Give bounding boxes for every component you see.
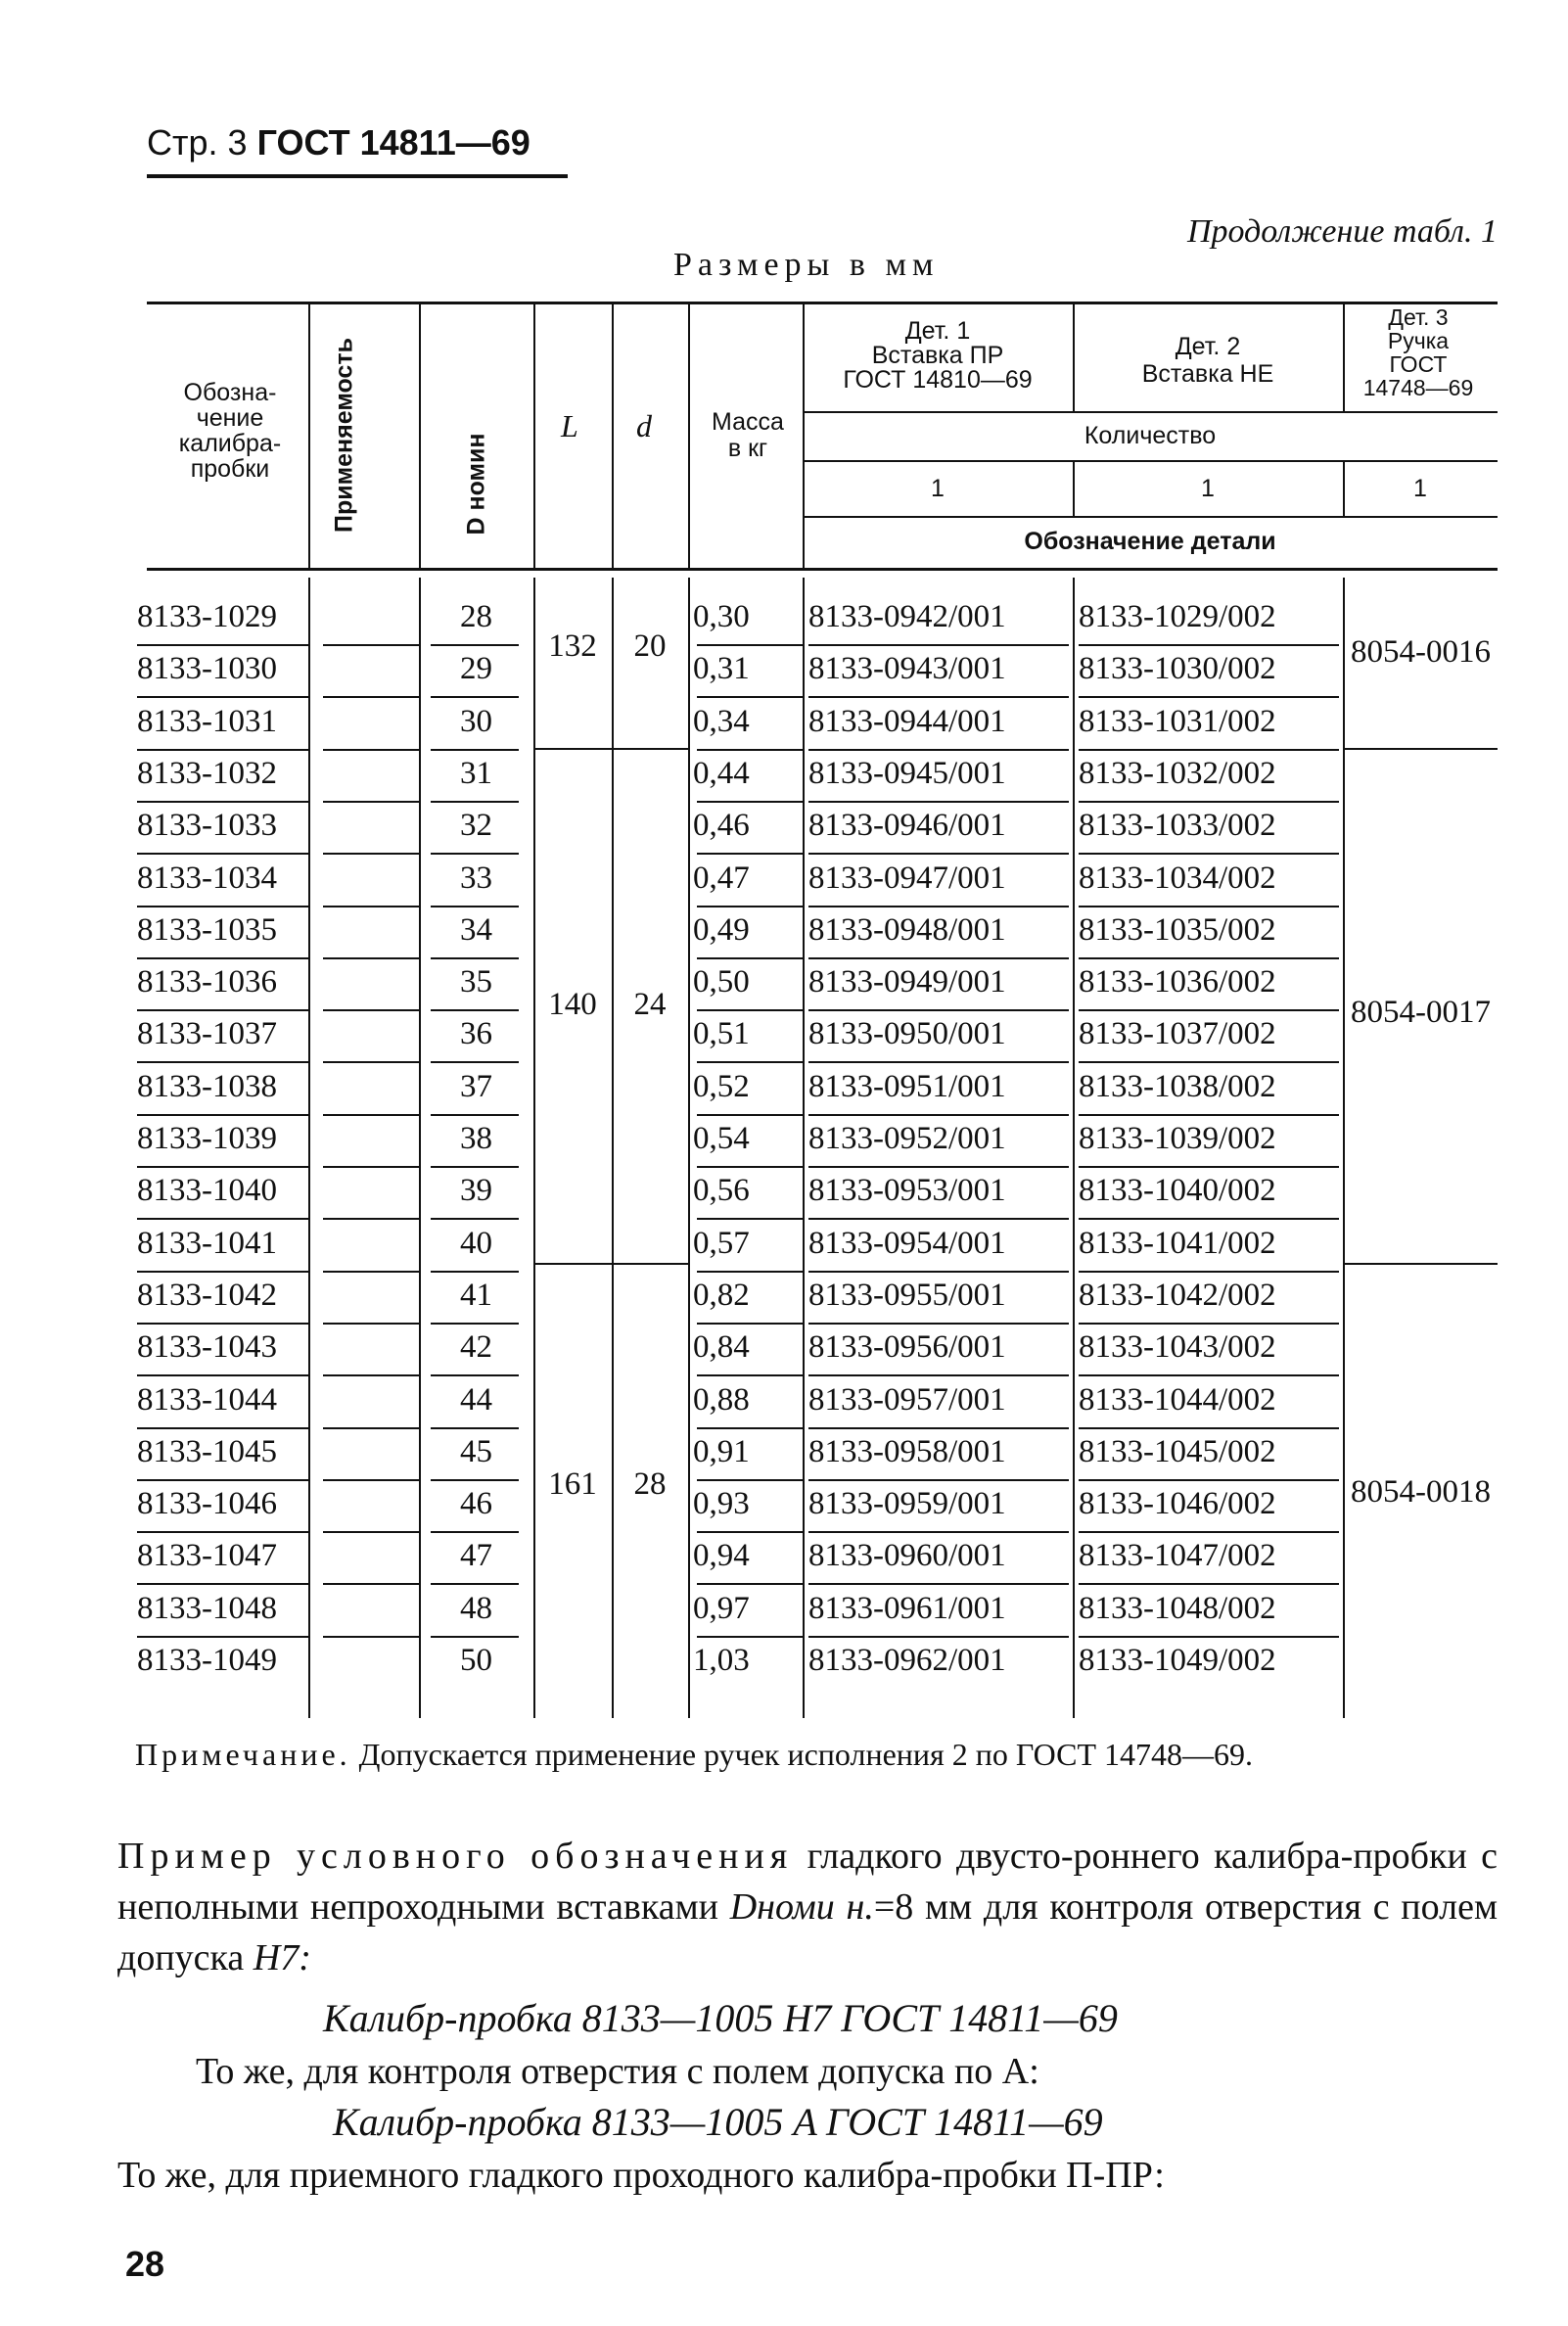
- row-rule: [431, 696, 519, 698]
- row-rule: [137, 1061, 308, 1063]
- row-rule: [1079, 644, 1339, 646]
- row-rule: [808, 1479, 1069, 1481]
- row-part2: 8133-1036/002: [1079, 964, 1276, 1000]
- group-d: 28: [633, 1466, 667, 1502]
- group-rule: [533, 1263, 688, 1265]
- row-rule: [137, 1323, 308, 1325]
- row-rule: [431, 1166, 519, 1168]
- row-designation: 8133-1042: [137, 1278, 277, 1313]
- row-rule: [808, 696, 1069, 698]
- row-dnom: 48: [460, 1591, 492, 1626]
- row-rule: [1079, 1114, 1339, 1116]
- group-L: 140: [548, 987, 597, 1022]
- header-rule-qty: [803, 516, 1498, 518]
- header-rule: [147, 174, 568, 178]
- row-rule: [697, 1531, 803, 1533]
- row-part1: 8133-0958/001: [808, 1434, 1006, 1469]
- row-rule: [323, 644, 419, 646]
- dnom-label: Dноми н.: [729, 1886, 874, 1928]
- row-rule: [431, 749, 519, 751]
- row-rule: [431, 1218, 519, 1220]
- row-designation: 8133-1034: [137, 861, 277, 896]
- row-part2: 8133-1032/002: [1079, 756, 1276, 791]
- row-dnom: 40: [460, 1226, 492, 1261]
- row-rule: [808, 957, 1069, 959]
- row-rule: [697, 1061, 803, 1063]
- row-rule: [323, 1636, 419, 1638]
- row-rule: [137, 696, 308, 698]
- row-rule: [431, 1636, 519, 1638]
- row-mass: 0,57: [693, 1226, 750, 1261]
- row-part1: 8133-0944/001: [808, 704, 1006, 739]
- row-rule: [137, 853, 308, 855]
- row-designation: 8133-1029: [137, 599, 277, 634]
- row-rule: [808, 1323, 1069, 1325]
- body-vline: [803, 578, 805, 1718]
- row-part2: 8133-1049/002: [1079, 1643, 1276, 1678]
- row-part2: 8133-1041/002: [1079, 1226, 1276, 1261]
- row-rule: [431, 1323, 519, 1325]
- row-rule: [323, 1531, 419, 1533]
- row-designation: 8133-1039: [137, 1121, 277, 1156]
- row-designation: 8133-1040: [137, 1173, 277, 1208]
- row-rule: [431, 1427, 519, 1429]
- row-rule: [1079, 1479, 1339, 1481]
- row-rule: [137, 957, 308, 959]
- table-top-rule: [147, 302, 1498, 304]
- row-rule: [323, 957, 419, 959]
- row-designation: 8133-1030: [137, 651, 277, 686]
- header-vline: [419, 303, 421, 568]
- row-rule: [323, 749, 419, 751]
- row-dnom: 34: [460, 912, 492, 948]
- row-rule: [808, 644, 1069, 646]
- row-mass: 0,44: [693, 756, 750, 791]
- row-part2: 8133-1038/002: [1079, 1069, 1276, 1104]
- row-part1: 8133-0954/001: [808, 1226, 1006, 1261]
- row-rule: [323, 906, 419, 907]
- row-rule: [697, 1583, 803, 1585]
- row-part1: 8133-0955/001: [808, 1278, 1006, 1313]
- note-text: Допускается применение ручек исполнения 2 по ГОСТ 14748—69.: [358, 1737, 1253, 1772]
- row-rule: [1079, 1323, 1339, 1325]
- row-mass: 0,34: [693, 704, 750, 739]
- row-rule: [697, 1114, 803, 1116]
- row-part1: 8133-0956/001: [808, 1329, 1006, 1365]
- row-mass: 0,31: [693, 651, 750, 686]
- row-part2: 8133-1046/002: [1079, 1486, 1276, 1521]
- standard-number: ГОСТ 14811—69: [256, 122, 530, 163]
- col-header-designation: Обозна- чение калибра- пробки: [178, 379, 282, 483]
- row-rule: [1079, 1271, 1339, 1273]
- header-vline: [308, 303, 310, 568]
- example-designation-1: Калибр-пробка 8133—1005 H7 ГОСТ 14811—69: [323, 1996, 1118, 2040]
- group-L: 161: [548, 1466, 597, 1502]
- row-rule: [323, 1166, 419, 1168]
- col-header-part-designation: Обозначение детали: [1024, 528, 1276, 555]
- row-rule: [431, 1114, 519, 1116]
- dnom-value: =8 мм для контроля отверстия с полем допуска: [117, 1886, 1499, 1978]
- row-part1: 8133-0947/001: [808, 861, 1006, 896]
- qty-part2: 1: [1201, 475, 1215, 502]
- page-header: [147, 122, 530, 163]
- group-handle: 8054-0016: [1351, 634, 1491, 670]
- row-rule: [137, 749, 308, 751]
- row-rule: [137, 906, 308, 907]
- row-rule: [697, 1427, 803, 1429]
- row-designation: 8133-1048: [137, 1591, 277, 1626]
- row-part1: 8133-0950/001: [808, 1016, 1006, 1051]
- row-rule: [431, 1583, 519, 1585]
- row-mass: 0,88: [693, 1382, 750, 1418]
- col-header-d: d: [636, 408, 652, 443]
- row-mass: 0,52: [693, 1069, 750, 1104]
- row-dnom: 44: [460, 1382, 492, 1418]
- row-designation: 8133-1031: [137, 704, 277, 739]
- row-rule: [697, 749, 803, 751]
- row-mass: 0,82: [693, 1278, 750, 1313]
- row-rule: [697, 696, 803, 698]
- row-rule: [323, 1271, 419, 1273]
- row-rule: [431, 644, 519, 646]
- row-rule: [323, 1374, 419, 1376]
- row-part1: 8133-0949/001: [808, 964, 1006, 1000]
- row-designation: 8133-1047: [137, 1538, 277, 1573]
- row-mass: 0,84: [693, 1329, 750, 1365]
- example-intro-spaced: Пример условного обозначения: [117, 1836, 794, 1877]
- group-handle: 8054-0017: [1351, 995, 1491, 1030]
- row-part2: 8133-1048/002: [1079, 1591, 1276, 1626]
- row-rule: [808, 801, 1069, 803]
- row-rule: [1079, 1218, 1339, 1220]
- row-dnom: 42: [460, 1329, 492, 1365]
- row-part2: 8133-1033/002: [1079, 808, 1276, 843]
- row-rule: [697, 1479, 803, 1481]
- row-part1: 8133-0961/001: [808, 1591, 1006, 1626]
- row-designation: 8133-1045: [137, 1434, 277, 1469]
- row-rule: [808, 1531, 1069, 1533]
- row-rule: [431, 957, 519, 959]
- row-part2: 8133-1040/002: [1079, 1173, 1276, 1208]
- row-rule: [323, 853, 419, 855]
- row-part2: 8133-1029/002: [1079, 599, 1276, 634]
- header-vline: [612, 303, 614, 568]
- row-part2: 8133-1035/002: [1079, 912, 1276, 948]
- row-dnom: 38: [460, 1121, 492, 1156]
- row-rule: [323, 1583, 419, 1585]
- row-part1: 8133-0959/001: [808, 1486, 1006, 1521]
- row-mass: 0,50: [693, 964, 750, 1000]
- row-rule: [431, 906, 519, 907]
- row-mass: 0,97: [693, 1591, 750, 1626]
- row-rule: [431, 801, 519, 803]
- row-rule: [808, 1427, 1069, 1429]
- col-header-part3: Дет. 3 Ручка ГОСТ 14748—69: [1362, 304, 1474, 400]
- row-part1: 8133-0942/001: [808, 599, 1006, 634]
- col-header-applicability: Применяемость: [330, 338, 358, 533]
- row-part1: 8133-0952/001: [808, 1121, 1006, 1156]
- row-rule: [697, 1166, 803, 1168]
- row-designation: 8133-1035: [137, 912, 277, 948]
- row-rule: [1079, 1166, 1339, 1168]
- row-mass: 0,47: [693, 861, 750, 896]
- row-dnom: 37: [460, 1069, 492, 1104]
- row-rule: [431, 853, 519, 855]
- row-rule: [808, 1271, 1069, 1273]
- row-rule: [137, 1271, 308, 1273]
- group-rule: [1343, 1263, 1498, 1265]
- continuation-label: Продолжение табл. 1: [1186, 213, 1498, 250]
- row-dnom: 31: [460, 756, 492, 791]
- row-rule: [1079, 957, 1339, 959]
- qty-part3: 1: [1413, 475, 1427, 502]
- row-rule: [808, 1009, 1069, 1011]
- tolerance-h7: H7:: [253, 1937, 311, 1978]
- row-dnom: 35: [460, 964, 492, 1000]
- row-designation: 8133-1033: [137, 808, 277, 843]
- row-rule: [323, 1323, 419, 1325]
- row-rule: [431, 1479, 519, 1481]
- row-part1: 8133-0945/001: [808, 756, 1006, 791]
- row-rule: [1079, 749, 1339, 751]
- example-designation-2: Калибр-пробка 8133—1005 A ГОСТ 14811—69: [333, 2100, 1103, 2144]
- col-header-quantity: Количество: [1084, 422, 1217, 449]
- col-header-part1: Дет. 1 Вставка ПР ГОСТ 14810—69: [843, 317, 1033, 394]
- row-rule: [808, 1636, 1069, 1638]
- row-rule: [808, 1583, 1069, 1585]
- row-rule: [1079, 1636, 1339, 1638]
- row-part1: 8133-0948/001: [808, 912, 1006, 948]
- col-header-dnom: D номин: [462, 433, 490, 535]
- row-dnom: 28: [460, 599, 492, 634]
- table-note: [135, 1735, 1496, 1774]
- header-rule-quantity: [803, 460, 1498, 462]
- row-rule: [323, 1218, 419, 1220]
- row-part1: 8133-0951/001: [808, 1069, 1006, 1104]
- row-rule: [808, 906, 1069, 907]
- row-rule: [697, 853, 803, 855]
- row-rule: [323, 1427, 419, 1429]
- body-vline: [308, 578, 310, 1718]
- row-part2: 8133-1030/002: [1079, 651, 1276, 686]
- row-dnom: 47: [460, 1538, 492, 1573]
- row-designation: 8133-1046: [137, 1486, 277, 1521]
- row-rule: [431, 1061, 519, 1063]
- row-designation: 8133-1032: [137, 756, 277, 791]
- row-rule: [323, 696, 419, 698]
- group-rule: [1343, 748, 1498, 750]
- row-rule: [697, 906, 803, 907]
- page-number: 28: [125, 2244, 165, 2284]
- note-label: Примечание.: [135, 1737, 351, 1772]
- col-header-mass: Масса в кг: [712, 408, 784, 462]
- row-rule: [1079, 696, 1339, 698]
- row-dnom: 45: [460, 1434, 492, 1469]
- row-rule: [137, 1427, 308, 1429]
- row-designation: 8133-1037: [137, 1016, 277, 1051]
- row-rule: [323, 801, 419, 803]
- row-mass: 0,54: [693, 1121, 750, 1156]
- example-line-3: То же, для приемного гладкого проходного калибра-пробки П-ПР:: [117, 2155, 1165, 2196]
- group-L: 132: [548, 628, 597, 664]
- row-designation: 8133-1036: [137, 964, 277, 1000]
- row-rule: [137, 1636, 308, 1638]
- row-mass: 1,03: [693, 1643, 750, 1678]
- row-rule: [1079, 1061, 1339, 1063]
- row-rule: [137, 1374, 308, 1376]
- row-dnom: 29: [460, 651, 492, 686]
- group-handle: 8054-0018: [1351, 1474, 1491, 1510]
- row-rule: [137, 1009, 308, 1011]
- row-rule: [697, 1218, 803, 1220]
- row-rule: [697, 957, 803, 959]
- row-mass: 0,56: [693, 1173, 750, 1208]
- row-mass: 0,49: [693, 912, 750, 948]
- row-rule: [808, 1374, 1069, 1376]
- header-vline: [533, 303, 535, 568]
- units-label: Размеры в мм: [673, 247, 940, 283]
- row-rule: [323, 1479, 419, 1481]
- group-rule: [533, 748, 688, 750]
- example-intro: [117, 1831, 1498, 1983]
- row-designation: 8133-1043: [137, 1329, 277, 1365]
- header-vline: [688, 303, 690, 568]
- row-rule: [697, 1323, 803, 1325]
- row-part1: 8133-0946/001: [808, 808, 1006, 843]
- row-part1: 8133-0957/001: [808, 1382, 1006, 1418]
- row-rule: [808, 1218, 1069, 1220]
- row-designation: 8133-1044: [137, 1382, 277, 1418]
- row-mass: 0,46: [693, 808, 750, 843]
- row-mass: 0,51: [693, 1016, 750, 1051]
- row-rule: [431, 1009, 519, 1011]
- row-rule: [137, 801, 308, 803]
- row-rule: [431, 1531, 519, 1533]
- row-rule: [323, 1061, 419, 1063]
- row-rule: [808, 1114, 1069, 1116]
- row-rule: [808, 749, 1069, 751]
- row-rule: [697, 1009, 803, 1011]
- row-rule: [697, 801, 803, 803]
- row-designation: 8133-1049: [137, 1643, 277, 1678]
- group-d: 20: [633, 628, 667, 664]
- example-intro-rest: гладкого двусто-роннего калибра-пробки с неполными непроходными вставками: [117, 1836, 1498, 1928]
- row-rule: [808, 853, 1069, 855]
- row-part2: 8133-1039/002: [1079, 1121, 1276, 1156]
- row-part2: 8133-1043/002: [1079, 1329, 1276, 1365]
- row-rule: [137, 1114, 308, 1116]
- row-rule: [137, 1479, 308, 1481]
- example-line-2: То же, для контроля отверстия с полем допуска по A:: [196, 2051, 1039, 2092]
- row-dnom: 33: [460, 861, 492, 896]
- row-dnom: 46: [460, 1486, 492, 1521]
- row-part1: 8133-0953/001: [808, 1173, 1006, 1208]
- row-rule: [1079, 1583, 1339, 1585]
- row-rule: [137, 1531, 308, 1533]
- row-rule: [137, 1218, 308, 1220]
- row-part2: 8133-1044/002: [1079, 1382, 1276, 1418]
- row-dnom: 30: [460, 704, 492, 739]
- row-rule: [1079, 1374, 1339, 1376]
- group-d: 24: [633, 987, 667, 1022]
- body-vline: [688, 578, 690, 1718]
- row-designation: 8133-1041: [137, 1226, 277, 1261]
- row-part2: 8133-1042/002: [1079, 1278, 1276, 1313]
- row-rule: [808, 1166, 1069, 1168]
- row-dnom: 32: [460, 808, 492, 843]
- row-rule: [1079, 1427, 1339, 1429]
- row-part2: 8133-1045/002: [1079, 1434, 1276, 1469]
- row-rule: [1079, 801, 1339, 803]
- row-rule: [431, 1374, 519, 1376]
- row-part1: 8133-0960/001: [808, 1538, 1006, 1573]
- row-rule: [431, 1271, 519, 1273]
- row-part1: 8133-0962/001: [808, 1643, 1006, 1678]
- row-rule: [323, 1114, 419, 1116]
- row-mass: 0,94: [693, 1538, 750, 1573]
- header-rule-parts: [803, 411, 1498, 413]
- body-vline: [1073, 578, 1075, 1718]
- row-rule: [137, 1166, 308, 1168]
- row-rule: [137, 644, 308, 646]
- row-rule: [137, 1583, 308, 1585]
- row-designation: 8133-1038: [137, 1069, 277, 1104]
- row-rule: [697, 1374, 803, 1376]
- row-part2: 8133-1037/002: [1079, 1016, 1276, 1051]
- row-rule: [1079, 853, 1339, 855]
- page-label: Стр. 3: [147, 122, 248, 163]
- row-rule: [1079, 906, 1339, 907]
- row-dnom: 36: [460, 1016, 492, 1051]
- row-part2: 8133-1047/002: [1079, 1538, 1276, 1573]
- col-header-part2: Дет. 2 Вставка НЕ: [1141, 333, 1274, 388]
- row-dnom: 41: [460, 1278, 492, 1313]
- table-header-rule: [147, 568, 1498, 571]
- row-dnom: 39: [460, 1173, 492, 1208]
- row-mass: 0,91: [693, 1434, 750, 1469]
- qty-part1: 1: [931, 475, 945, 502]
- row-rule: [697, 644, 803, 646]
- row-dnom: 50: [460, 1643, 492, 1678]
- row-rule: [1079, 1009, 1339, 1011]
- row-part1: 8133-0943/001: [808, 651, 1006, 686]
- row-rule: [1079, 1531, 1339, 1533]
- row-rule: [697, 1271, 803, 1273]
- row-rule: [808, 1061, 1069, 1063]
- row-mass: 0,30: [693, 599, 750, 634]
- row-rule: [697, 1636, 803, 1638]
- row-part2: 8133-1034/002: [1079, 861, 1276, 896]
- row-rule: [323, 1009, 419, 1011]
- row-mass: 0,93: [693, 1486, 750, 1521]
- col-header-L: L: [561, 408, 578, 443]
- row-part2: 8133-1031/002: [1079, 704, 1276, 739]
